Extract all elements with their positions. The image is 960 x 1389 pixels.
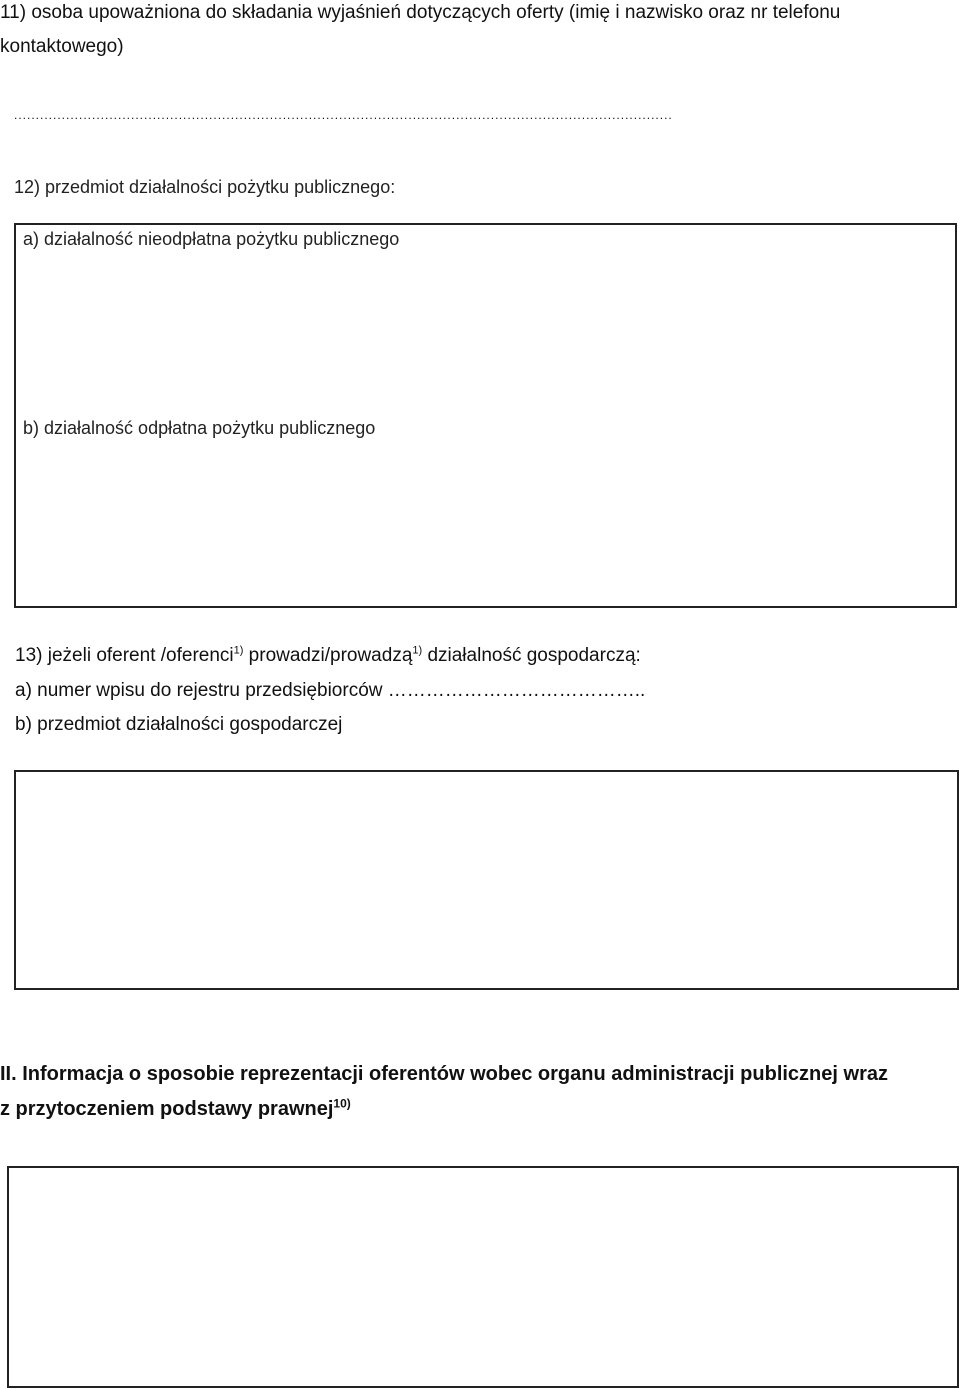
item-12-answer-box[interactable] bbox=[14, 223, 957, 608]
footnote-ref-2: 1) bbox=[412, 644, 423, 657]
footnote-ref-10: 10) bbox=[333, 1096, 351, 1111]
item-11-line2: kontaktowego) bbox=[0, 36, 124, 57]
item-13-heading: 13) jeżeli oferent /oferenci$^{1)}$ prowadzi/prowadzą$^{1)}$ działalność gospodarczą: bbox=[15, 644, 641, 666]
item-12-heading: 12) przedmiot działalności pożytku publicznego: bbox=[14, 177, 396, 197]
item-13-b-label: b) przedmiot działalności gospodarczej bbox=[15, 714, 343, 735]
item-12-a-label: a) działalność nieodpłatna pożytku publicznego bbox=[23, 229, 400, 249]
section-2-heading-line2: z przytoczeniem podstawy prawnej$^{10)}$ bbox=[0, 1096, 351, 1120]
item-13-a-label: a) numer wpisu do rejestru przedsiębiorców ………………………………….. bbox=[15, 680, 646, 701]
section-2-answer-box[interactable] bbox=[7, 1166, 959, 1388]
item-12-b-label: b) działalność odpłatna pożytku publicznego bbox=[23, 418, 376, 438]
item-11-line1: 11) osoba upoważniona do składania wyjaśnień dotyczących oferty (imię i nazwisko oraz nr telefonu bbox=[0, 2, 841, 23]
section-2-heading-line1: II. Informacja o sposobie reprezentacji oferentów wobec organu administracji publicznej wraz bbox=[0, 1063, 888, 1085]
item-13-answer-box[interactable] bbox=[14, 770, 959, 990]
item-11-dotted-line: ........................................................................................................................................................ bbox=[14, 108, 673, 122]
footnote-ref-1: 1) bbox=[233, 644, 244, 657]
